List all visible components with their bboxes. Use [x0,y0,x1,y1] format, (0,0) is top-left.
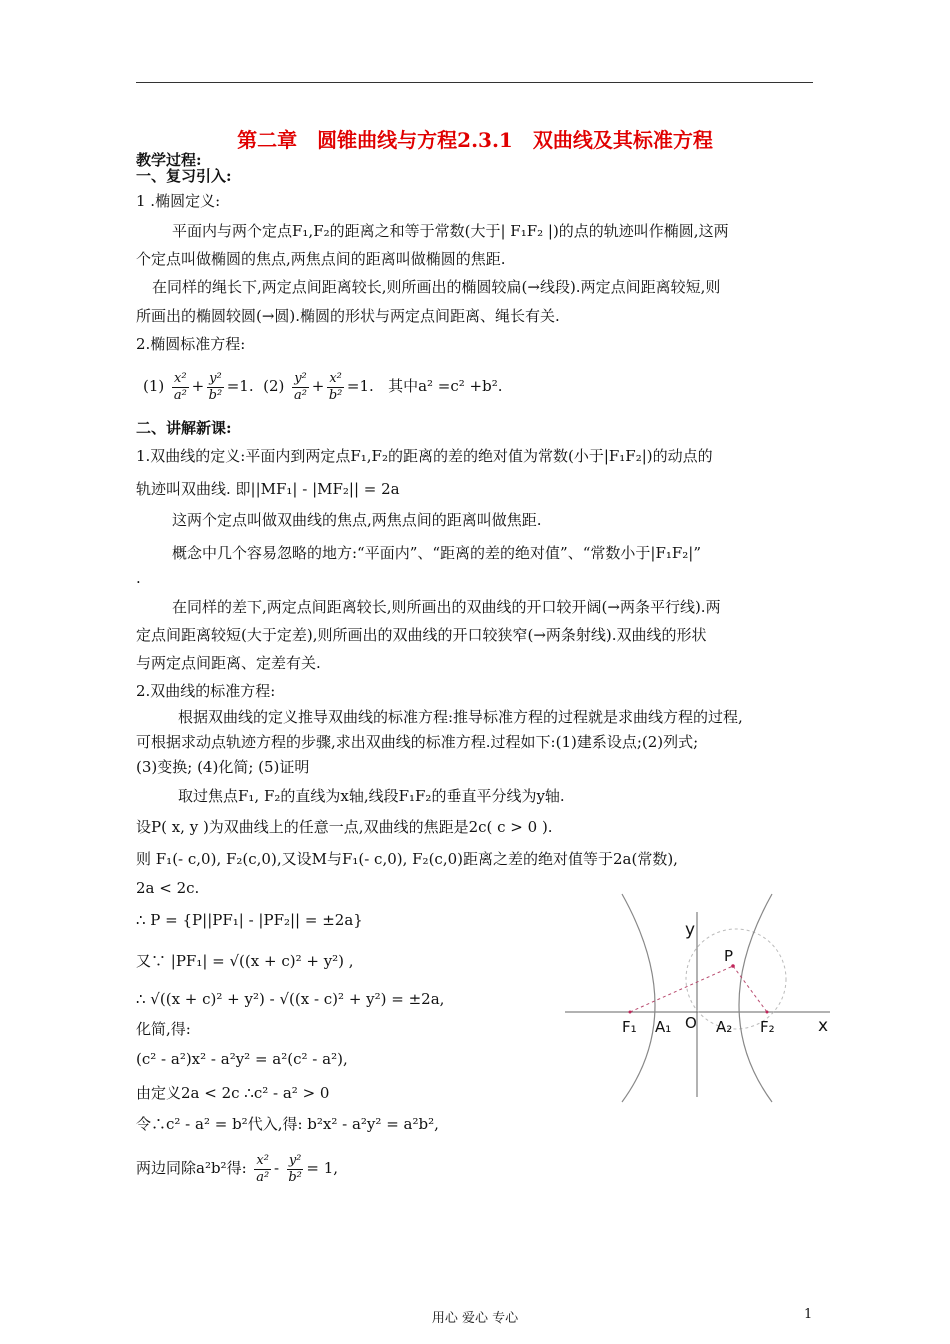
eq-label: (1) [143,377,165,395]
eq-label: (2) [263,377,285,395]
paragraph-line: 取过焦点F₁, F₂的直线为x轴,线段F₁F₂的垂直平分线为y轴. [178,787,565,805]
paragraph-line: 化简,得: [136,1020,191,1038]
paragraph-line: 在同样的差下,两定点间距离较长,则所画出的双曲线的开口较开阔(→两条平行线).两 [172,598,721,616]
a2-label: A₂ [716,1018,733,1036]
origin-label: O [685,1014,697,1032]
math-line: 又∵ |PF₁| = √((x + c)² + y²) , [136,952,354,970]
paragraph-line: 概念中几个容易忽略的地方:“平面内”、“距离的差的绝对值”、“常数小于|F₁F₂|” [172,544,702,562]
footer-text: 用心 爱心 专心 [431,1311,519,1326]
y-axis-label: y [685,920,696,940]
subheading: 2.双曲线的标准方程: [136,682,276,700]
paragraph-line: 所画出的椭圆较圆(→圆).椭圆的形状与两定点间距离、绳长有关. [136,307,560,325]
section-heading: 二、讲解新课: [136,419,232,437]
paragraph-line: 在同样的绳长下,两定点间距离较长,则所画出的椭圆较扁(→线段).两定点间距离较短,则 [152,278,721,296]
fraction: $\frac{\text{y²}}{\text{a²}}$ [293,370,307,403]
page-number: 1 [804,1307,813,1322]
a1-label: A₁ [655,1018,672,1036]
paragraph-line: 这两个定点叫做双曲线的焦点,两焦点间的距离叫做焦距. [172,511,542,529]
ellipse-equations: (1) $\frac{\text{x²}}{\text{a²}}$ + $\frac{\text{y²}}{\text{b²}}$ =1. (2) $\frac{\text{y²}}{\text{a²}}$ + $\frac{\text{x²}}{\text{b²}}$ =1. 其中a² =c² +b². [143,370,503,403]
p-label: P [724,947,734,965]
paragraph-line: 与两定点间距离、定差有关. [136,654,321,672]
eq-relation: 其中a² =c² +b². [388,377,503,395]
paragraph-line: 个定点叫做椭圆的焦点,两焦点间的距离叫做椭圆的焦距. [136,250,506,268]
paragraph-line: 根据双曲线的定义推导双曲线的标准方程:推导标准方程的过程就是求曲线方程的过程, [178,708,743,726]
paragraph-line: . [136,569,141,587]
x-axis-label: x [818,1016,829,1036]
paragraph-line: 1.双曲线的定义:平面内到两定点F₁,F₂的距离的差的绝对值为常数(小于|F₁F₂|)的动点的 [136,447,713,465]
eq-rhs: =1. [346,377,374,395]
section-heading: 一、复习引入: [136,167,232,185]
math-line: (c² - a²)x² - a²y² = a²(c² - a²), [136,1050,348,1068]
paragraph-line: 设P( x, y )为双曲线上的任意一点,双曲线的焦距是2c( c > 0 ). [136,818,553,836]
page-title: 第二章 圆锥曲线与方程2.3.1 双曲线及其标准方程 [237,128,713,152]
section-label: 教学过程: [136,151,202,169]
fraction: $\frac{\text{x²}}{\text{a²}}$ [256,1152,270,1185]
paragraph-line: 轨迹叫双曲线. 即||MF₁| - |MF₂|| = 2a [136,480,400,498]
point-f2 [766,1011,769,1014]
paragraph-line: 可根据求动点轨迹方程的步骤,求出双曲线的标准方程.过程如下:(1)建系设点;(2)列式; [136,733,699,751]
hyperbola-figure [560,892,840,1104]
paragraph-line: (3)变换; (4)化简; (5)证明 [136,758,310,776]
left-branch [622,894,655,1102]
pf1-line [630,966,733,1012]
f2-label: F₂ [760,1018,775,1036]
paragraph-line: 则 F₁(- c,0), F₂(c,0),又设M与F₁(- c,0), F₂(c,0)距离之差的绝对值等于2a(常数), [136,850,678,868]
dashed-circle [686,929,786,1029]
point-f1 [629,1011,632,1014]
header-rule [136,82,813,83]
fraction: $\frac{\text{y²}}{\text{b²}}$ [208,370,223,403]
fraction: $\frac{\text{x²}}{\text{a²}}$ [173,370,187,403]
subheading: 2.椭圆标准方程: [136,335,246,353]
f1-label: F₁ [622,1018,637,1036]
eq-rhs: =1. [226,377,254,395]
standard-equation-line: 两边同除a²b²得: $\frac{\text{x²}}{\text{a²}}$ - $\frac{\text{y²}}{\text{b²}}$ = 1, [136,1152,339,1185]
pf2-line [733,966,767,1012]
math-line: ∴ P = {P||PF₁| - |PF₂|| = ±2a} [136,911,363,929]
subheading: 1 .椭圆定义: [136,192,221,210]
math-line: ∴ √((x + c)² + y²) - √((x - c)² + y²) = ±2a, [136,990,445,1008]
paragraph-line: 2a < 2c. [136,879,200,897]
fraction: $\frac{\text{y²}}{\text{b²}}$ [288,1152,302,1185]
paragraph-line: 定点间距离较短(大于定差),则所画出的双曲线的开口较狭窄(→两条射线).双曲线的形状 [136,626,707,644]
right-branch [739,894,772,1102]
math-line: 令∴c² - a² = b²代入,得: b²x² - a²y² = a²b², [136,1115,439,1133]
math-line: 由定义2a < 2c ∴c² - a² > 0 [136,1084,330,1102]
fraction: $\frac{\text{x²}}{\text{b²}}$ [328,370,343,403]
paragraph-line: 平面内与两个定点F₁,F₂的距离之和等于常数(大于| F₁F₂ |)的点的轨迹叫作椭圆,这两 [172,222,729,240]
